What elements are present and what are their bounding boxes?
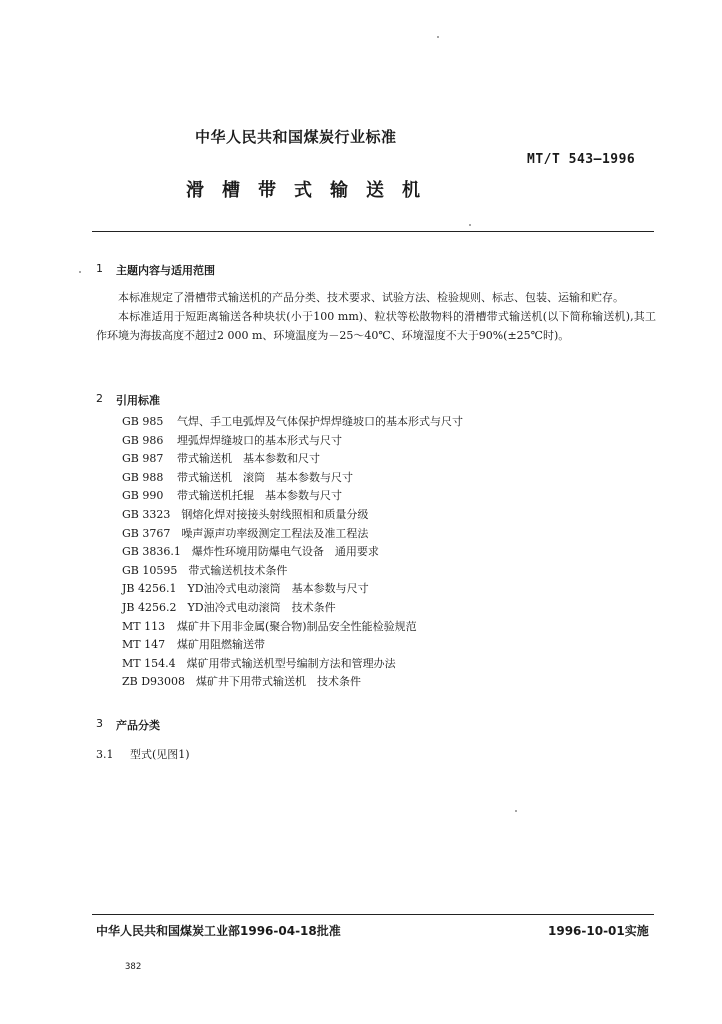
reference-code: GB 3767 xyxy=(122,526,171,540)
reference-code: GB 987 xyxy=(122,452,164,466)
reference-title: 煤矿用带式输送机型号编制方法和管理办法 xyxy=(186,656,396,670)
reference-item xyxy=(122,413,463,432)
reference-code: GB 10595 xyxy=(122,563,178,577)
document-title: 滑槽带式输送机 xyxy=(186,180,438,201)
reference-item xyxy=(122,450,463,469)
approval-line: 中华人民共和国煤炭工业部1996-04-18批准 xyxy=(96,924,341,938)
reference-code: GB 988 xyxy=(122,470,164,484)
section-2-heading: 引用标准 xyxy=(116,394,160,407)
reference-item xyxy=(122,432,463,451)
reference-code: GB 986 xyxy=(122,433,164,447)
reference-title: 带式输送机 基本参数和尺寸 xyxy=(177,452,320,466)
section-1-paragraph-2: 本标准适用于短距离输送各种块状(小于100 mm)、粒状等松散物料的滑槽带式输送机(以下简称输送机),其工作环境为海拔高度不超过2 000 m、环境温度为－25～40℃、环境湿度不大于90%(±25℃时)。 xyxy=(96,310,656,342)
page-number: 382 xyxy=(125,962,142,972)
reference-item xyxy=(122,599,463,618)
reference-title: YD油冷式电动滚筒 技术条件 xyxy=(187,600,336,614)
reference-title: 钢熔化焊对接接头射线照相和质量分级 xyxy=(181,507,369,521)
standard-title: 中华人民共和国煤炭行业标准 xyxy=(195,128,397,146)
reference-title: 爆炸性环境用防爆电气设备 通用要求 xyxy=(191,545,379,559)
section-3-heading: 产品分类 xyxy=(116,719,160,732)
section-3-number: 3 xyxy=(96,717,103,730)
reference-item xyxy=(122,506,463,525)
reference-item xyxy=(122,562,463,581)
section-1-heading: 主题内容与适用范围 xyxy=(116,264,215,277)
reference-code: GB 3323 xyxy=(122,507,171,521)
subsection-3-1-text: 型式(见图1) xyxy=(130,748,190,761)
reference-code: JB 4256.2 xyxy=(122,600,177,614)
footer-divider xyxy=(92,914,654,915)
reference-title: 带式输送机托辊 基本参数与尺寸 xyxy=(177,489,342,503)
reference-item xyxy=(122,618,463,637)
reference-item xyxy=(122,525,463,544)
reference-title: 气焊、手工电弧焊及气体保护焊焊缝坡口的基本形式与尺寸 xyxy=(177,415,463,428)
reference-code: MT 154.4 xyxy=(122,656,176,670)
reference-item xyxy=(122,655,463,674)
scan-speck xyxy=(79,271,81,273)
reference-code: JB 4256.1 xyxy=(122,582,177,596)
reference-item xyxy=(122,673,463,692)
reference-title: 噪声源声功率级测定工程法及准工程法 xyxy=(181,526,369,540)
reference-code: ZB D93008 xyxy=(122,675,186,689)
section-1-number: 1 xyxy=(96,262,103,275)
reference-code: GB 3836.1 xyxy=(122,545,181,559)
subsection-3-1-number: 3.1 xyxy=(96,748,114,761)
implementation-date: 1996-10-01实施 xyxy=(548,924,649,938)
reference-item xyxy=(122,487,463,506)
reference-list xyxy=(122,413,463,692)
reference-title: 煤矿井下用非金属(聚合物)制品安全性能检验规范 xyxy=(177,619,417,633)
section-1-body xyxy=(96,288,656,345)
standard-code: MT/T 543—1996 xyxy=(527,152,636,167)
reference-item xyxy=(122,580,463,599)
section-2-number: 2 xyxy=(96,392,103,405)
reference-title: YD油冷式电动滚筒 基本参数与尺寸 xyxy=(187,582,369,596)
section-1-paragraph-1: 本标准规定了滑槽带式输送机的产品分类、技术要求、试验方法、检验规则、标志、包装、运输和贮存。 xyxy=(118,291,624,304)
reference-code: MT 113 xyxy=(122,619,166,633)
reference-code: GB 990 xyxy=(122,489,164,503)
reference-item xyxy=(122,636,463,655)
reference-title: 煤矿用阻燃输送带 xyxy=(177,638,265,652)
scan-speck xyxy=(515,810,517,812)
reference-code: GB 985 xyxy=(122,415,164,428)
reference-title: 带式输送机技术条件 xyxy=(188,563,288,577)
reference-item xyxy=(122,469,463,488)
reference-code: MT 147 xyxy=(122,638,166,652)
reference-title: 带式输送机 滚筒 基本参数与尺寸 xyxy=(177,470,353,484)
scan-speck xyxy=(437,36,439,38)
header-divider xyxy=(92,231,654,232)
reference-title: 煤矿井下用带式输送机 技术条件 xyxy=(196,675,362,689)
scan-speck xyxy=(469,224,471,226)
reference-title: 埋弧焊焊缝坡口的基本形式与尺寸 xyxy=(177,433,342,447)
reference-item xyxy=(122,543,463,562)
